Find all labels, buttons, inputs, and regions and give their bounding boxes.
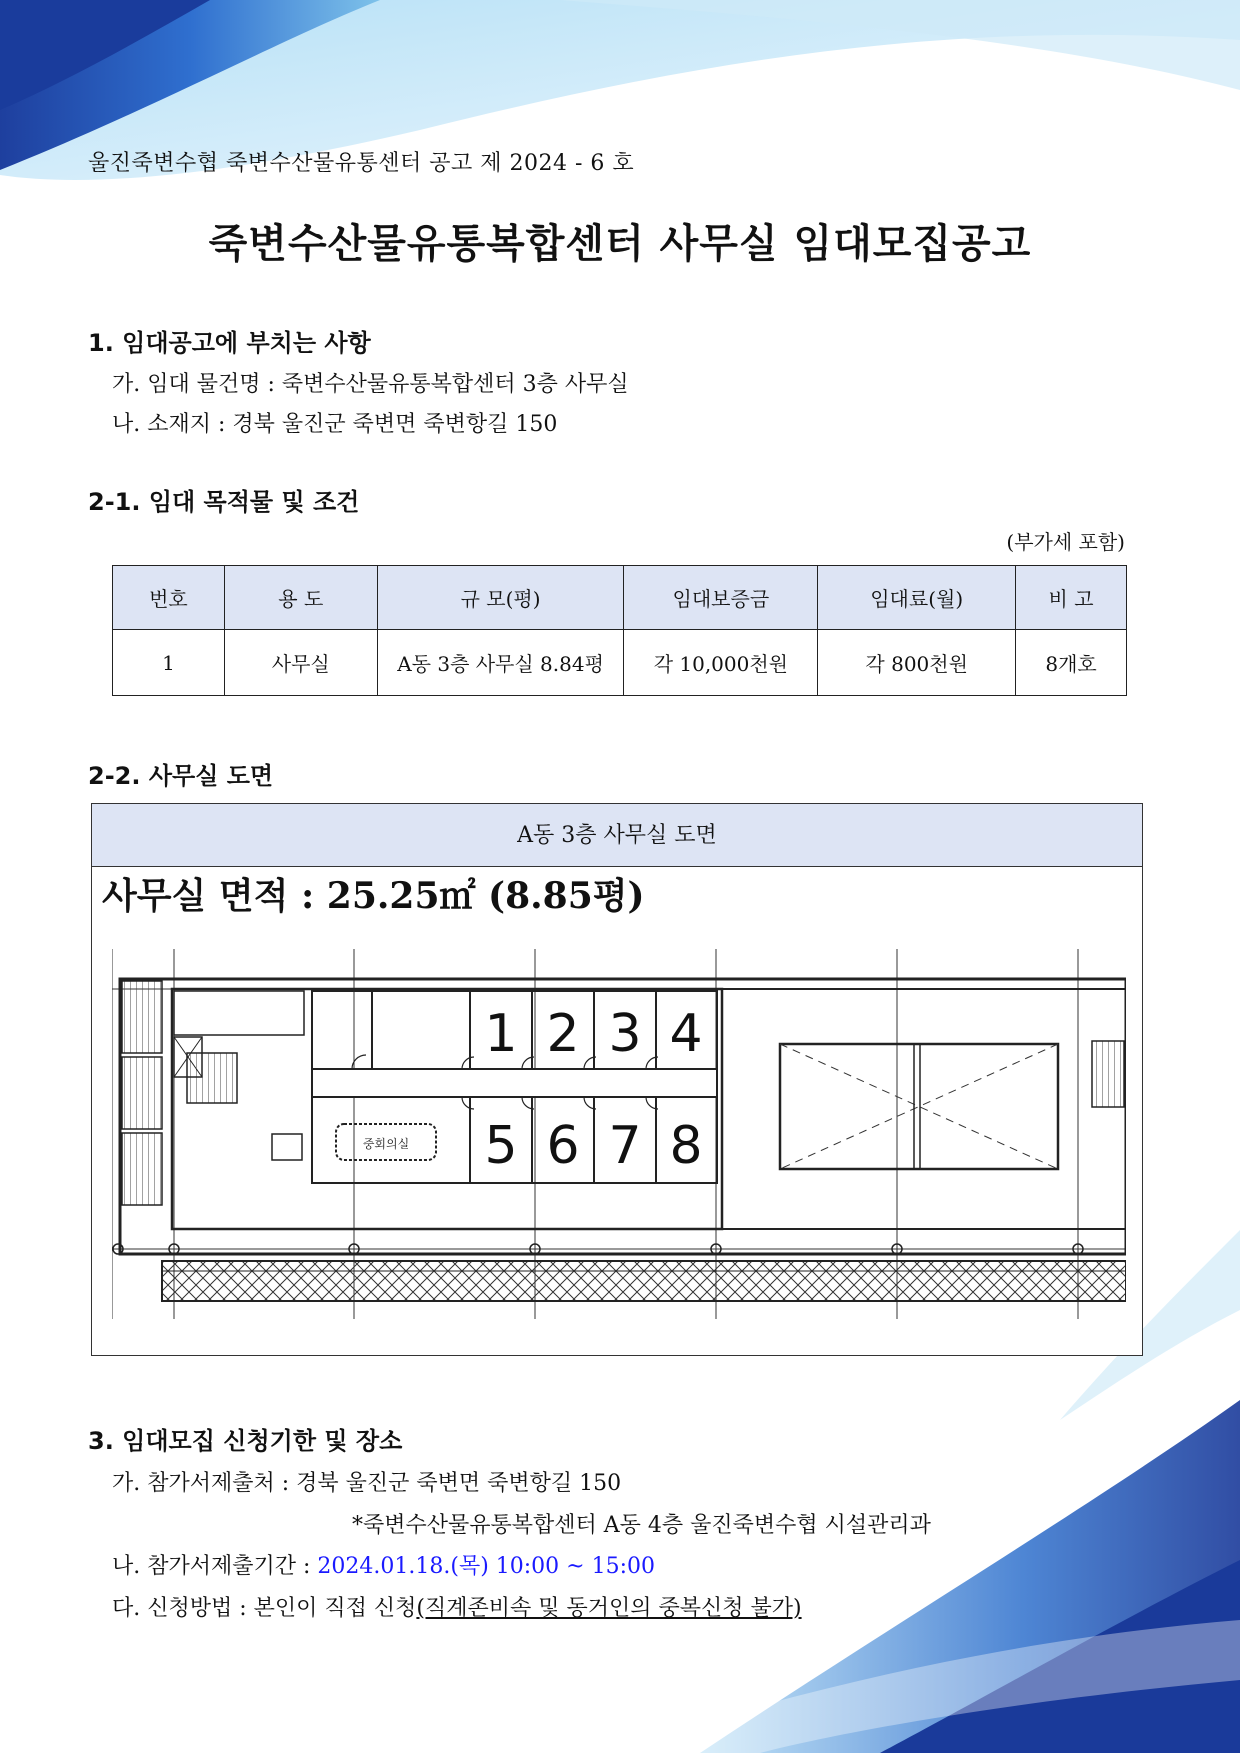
room-number: 5 bbox=[484, 1116, 518, 1176]
rental-item-name: 가. 임대 물건명 : 죽변수산물유통복합센터 3층 사무실 bbox=[112, 372, 629, 397]
table-header-row bbox=[113, 566, 1127, 630]
column-header: 규 모(평) bbox=[377, 566, 624, 630]
column-header: 비 고 bbox=[1016, 566, 1127, 630]
table-cell: 1 bbox=[113, 630, 225, 696]
column-header: 임대료(월) bbox=[818, 566, 1016, 630]
submission-period-label: 나. 참가서제출기간 : bbox=[112, 1554, 318, 1579]
section-2-1-heading: 2-1. 임대 목적물 및 조건 bbox=[88, 488, 360, 516]
table-cell: 각 10,000천원 bbox=[624, 630, 818, 696]
application-method bbox=[112, 1591, 802, 1622]
location: 나. 소재지 : 경북 울진군 죽변면 죽변항길 150 bbox=[112, 412, 558, 437]
table-cell: 각 800천원 bbox=[818, 630, 1016, 696]
room-number: 3 bbox=[608, 1004, 642, 1064]
table-row bbox=[113, 630, 1127, 696]
floor-plan-panel bbox=[91, 803, 1143, 1356]
submission-place: 가. 참가서제출처 : 경북 울진군 죽변면 죽변항길 150 bbox=[112, 1471, 622, 1496]
room-number: 4 bbox=[669, 1004, 703, 1064]
notice-number: 울진죽변수협 죽변수산물유통센터 공고 제 2024 - 6 호 bbox=[88, 151, 635, 176]
rental-conditions-table bbox=[112, 565, 1127, 696]
column-header: 용 도 bbox=[224, 566, 377, 630]
room-number: 8 bbox=[669, 1116, 703, 1176]
table-cell: 8개호 bbox=[1016, 630, 1127, 696]
floor-plan-drawing bbox=[112, 949, 1126, 1319]
room-number: 7 bbox=[608, 1116, 642, 1176]
room-number: 6 bbox=[546, 1116, 580, 1176]
section-2-2-heading: 2-2. 사무실 도면 bbox=[88, 762, 274, 790]
column-header: 번호 bbox=[113, 566, 225, 630]
section-1-heading: 1. 임대공고에 부치는 사항 bbox=[88, 329, 371, 357]
column-header: 임대보증금 bbox=[624, 566, 818, 630]
submission-period-value: 2024.01.18.(목) 10:00 ~ 15:00 bbox=[317, 1554, 655, 1579]
floor-plan-title: A동 3층 사무실 도면 bbox=[92, 804, 1142, 867]
office-area: 사무실 면적 : 25.25㎡ (8.85평) bbox=[102, 875, 645, 917]
room-number: 2 bbox=[546, 1004, 580, 1064]
meeting-room-label: 중회의실 bbox=[362, 1137, 410, 1151]
table-cell: 사무실 bbox=[224, 630, 377, 696]
application-method-note: (직계존비속 및 동거인의 중복신청 불가) bbox=[416, 1596, 802, 1621]
application-method-label: 다. 신청방법 : 본인이 직접 신청 bbox=[112, 1596, 417, 1621]
submission-period bbox=[112, 1549, 655, 1580]
page-title: 죽변수산물유통복합센터 사무실 임대모집공고 bbox=[208, 221, 1032, 267]
vat-note: (부가세 포함) bbox=[1006, 530, 1125, 554]
table-cell: A동 3층 사무실 8.84평 bbox=[377, 630, 624, 696]
section-3-heading: 3. 임대모집 신청기한 및 장소 bbox=[88, 1427, 403, 1455]
submission-place-detail: *죽변수산물유통복합센터 A동 4층 울진죽변수협 시설관리과 bbox=[352, 1513, 931, 1538]
room-number: 1 bbox=[484, 1004, 518, 1064]
